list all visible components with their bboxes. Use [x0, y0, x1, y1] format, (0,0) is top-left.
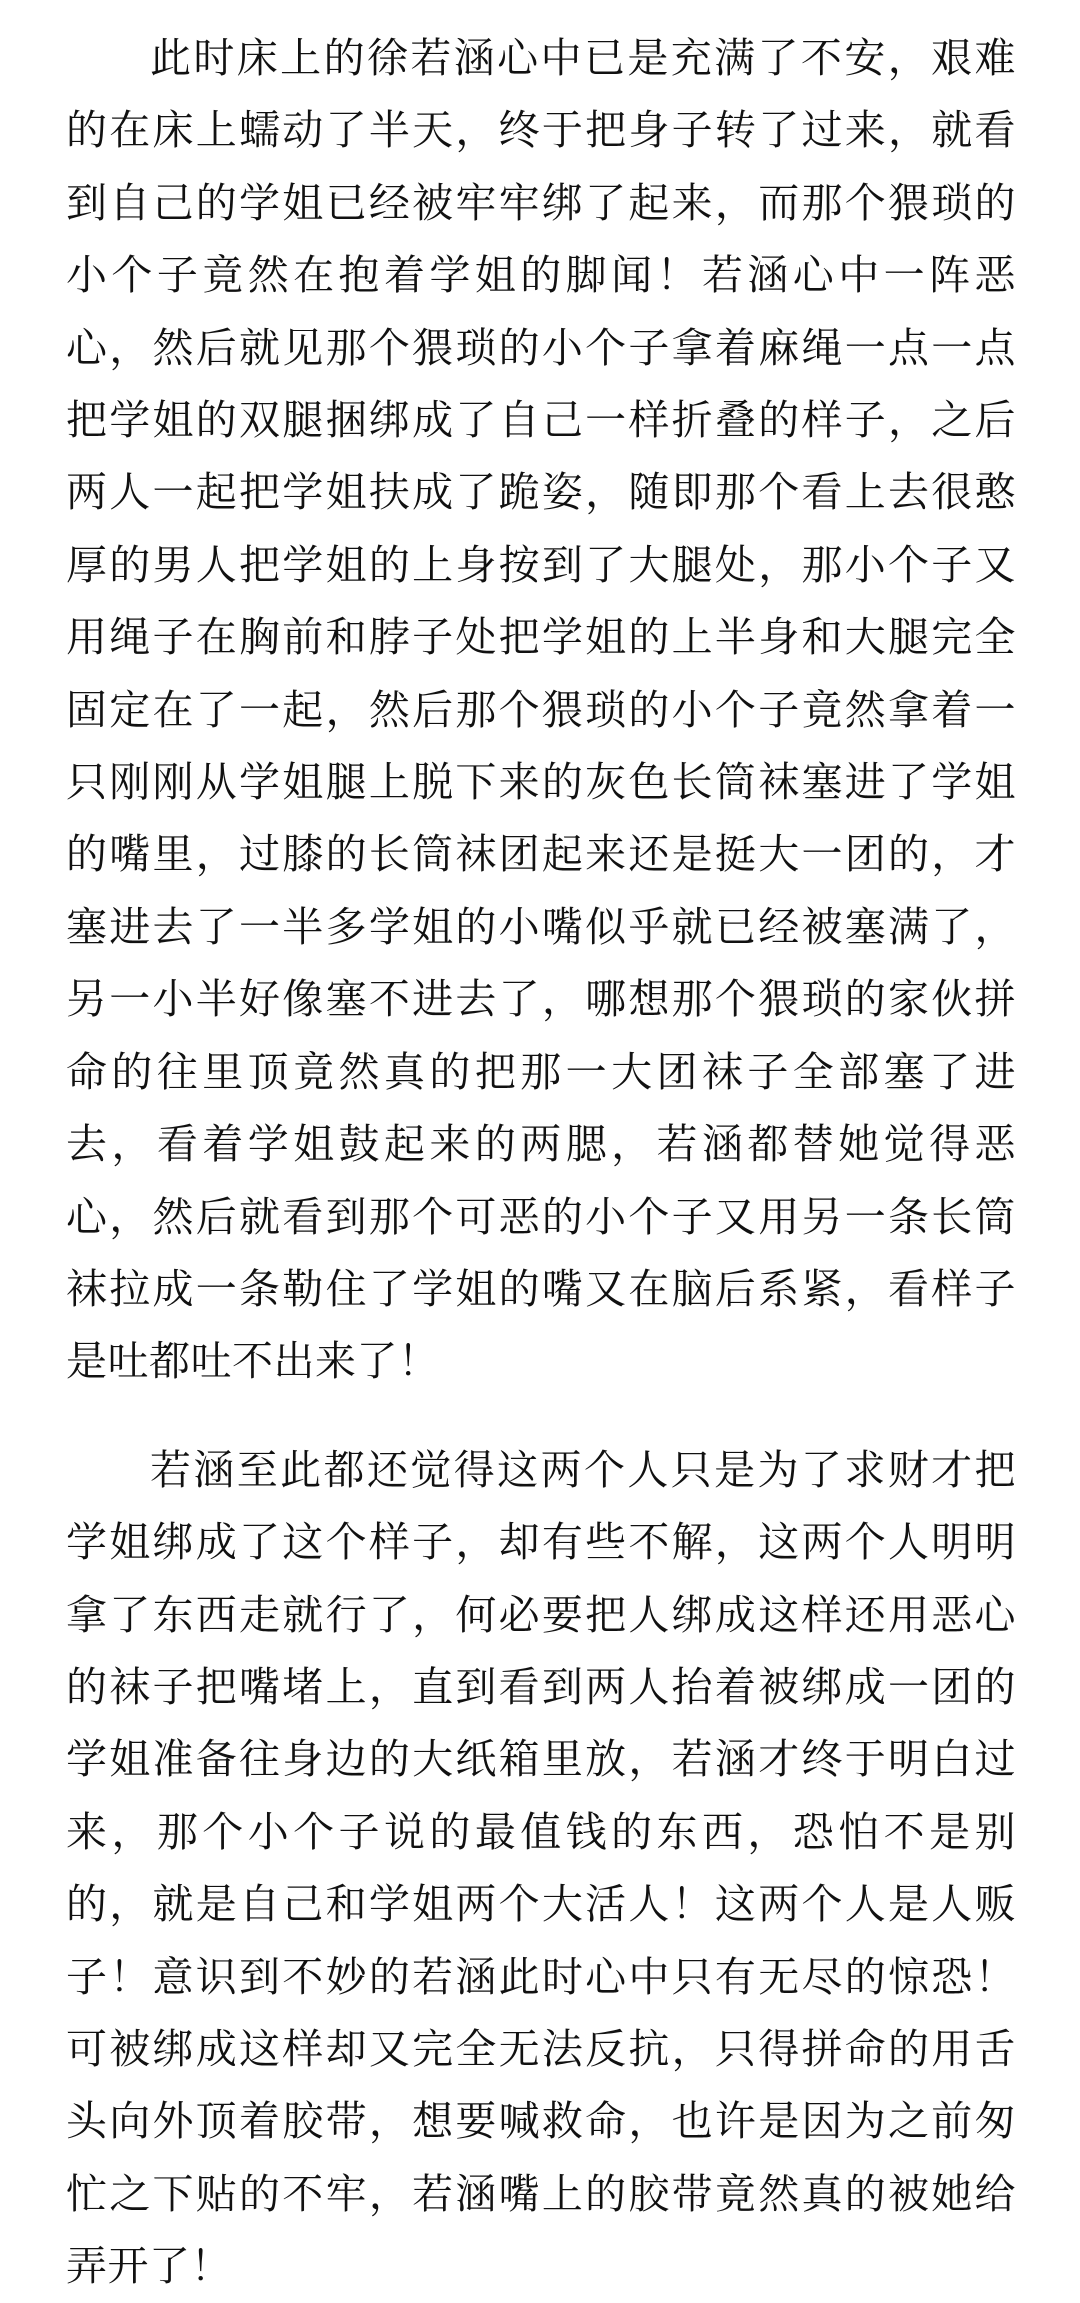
paragraph-2: 若涵至此都还觉得这两个人只是为了求财才把学姐绑成了这个样子，却有些不解，这两个人明明拿了东西走就行了，何必要把人绑成这样还用恶心的袜子把嘴堵上，直到看到两人抬着被绑成一团的学姐准备往身边的大纸箱里放，若涵才终于明白过来，那个小个子说的最值钱的东西，恐怕不是别的，就是自己和学姐两个大活人！这两个人是人贩子！意识到不妙的若涵此时心中只有无尽的惊恐！可被绑成这样却又完全无法反抗，只得拼命的用舌头向外顶着胶带，想要喊救命，也许是因为之前匆忙之下贴的不牢，若涵嘴上的胶带竟然真的被她给弄开了！	[66, 1445, 1016, 2291]
paragraph-1: 此时床上的徐若涵心中已是充满了不安，艰难的在床上蠕动了半天，终于把身子转了过来，就看到自己的学姐已经被牢牢绑了起来，而那个猥琐的小个子竟然在抱着学姐的脚闻！若涵心中一阵恶心，然后就见那个猥琐的小个子拿着麻绳一点一点把学姐的双腿捆绑成了自己一样折叠的样子，之后两人一起把学姐扶成了跪姿，随即那个看上去很憨厚的男人把学姐的上身按到了大腿处，那小个子又用绳子在胸前和脖子处把学姐的上半身和大腿完全固定在了一起，然后那个猥琐的小个子竟然拿着一只刚刚从学姐腿上脱下来的灰色长筒袜塞进了学姐的嘴里，过膝的长筒袜团起来还是挺大一团的，才塞进去了一半多学姐的小嘴似乎就已经被塞满了，另一小半好像塞不进去了，哪想那个猥琐的家伙拼命的往里顶竟然真的把那一大团袜子全部塞了进去，看着学姐鼓起来的两腮，若涵都替她觉得恶心，然后就看到那个可恶的小个子又用另一条长筒袜拉成一条勒住了学姐的嘴又在脑后系紧，看样子是吐都吐不出来了！	[66, 34, 1016, 1386]
